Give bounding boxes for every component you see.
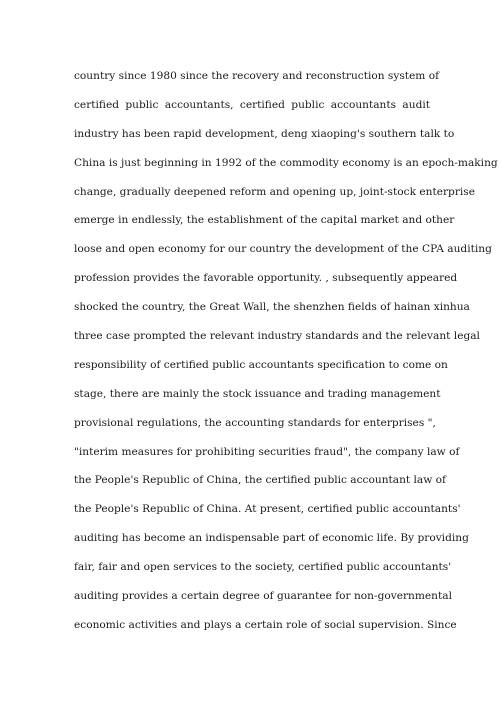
text-line: emerge in endlessly, the establishment of the capital market and other: [74, 214, 455, 227]
text-line: loose and open economy for our country the development of the CPA auditing: [74, 243, 492, 256]
text-line: fair, fair and open services to the society, certified public accountants': [74, 561, 452, 574]
text-line: stage, there are mainly the stock issuance and trading management: [74, 387, 441, 400]
body-paragraph: [74, 62, 498, 640]
text-line: auditing provides a certain degree of guarantee for non-governmental: [74, 590, 452, 603]
text-line: provisional regulations, the accounting standards for enterprises ",: [74, 416, 436, 429]
text-line: change, gradually deepened reform and opening up, joint-stock enterprise: [74, 185, 475, 198]
text-line: "interim measures for prohibiting securities fraud", the company law of: [74, 445, 460, 458]
text-line: profession provides the favorable opportunity. , subsequently appeared: [74, 272, 458, 285]
text-line: economic activities and plays a certain role of social supervision. Since: [74, 618, 457, 631]
text-line: China is just beginning in 1992 of the commodity economy is an epoch-making: [74, 156, 498, 169]
text-line: industry has been rapid development, deng xiaoping's southern talk to: [74, 127, 455, 140]
text-line: certified public accountants, certified public accountants audit: [74, 98, 430, 111]
text-line: auditing has become an indispensable part of economic life. By providing: [74, 532, 469, 545]
text-line: country since 1980 since the recovery and reconstruction system of: [74, 70, 440, 82]
text-line: the People's Republic of China, the certified public accountant law of: [74, 474, 446, 487]
text-line: three case prompted the relevant industry standards and the relevant legal: [74, 330, 480, 343]
text-line: responsibility of certified public accountants specification to come on: [74, 358, 448, 371]
text-line: shocked the country, the Great Wall, the shenzhen fields of hainan xinhua: [74, 301, 470, 314]
text-line: the People's Republic of China. At present, certified public accountants': [74, 503, 461, 516]
